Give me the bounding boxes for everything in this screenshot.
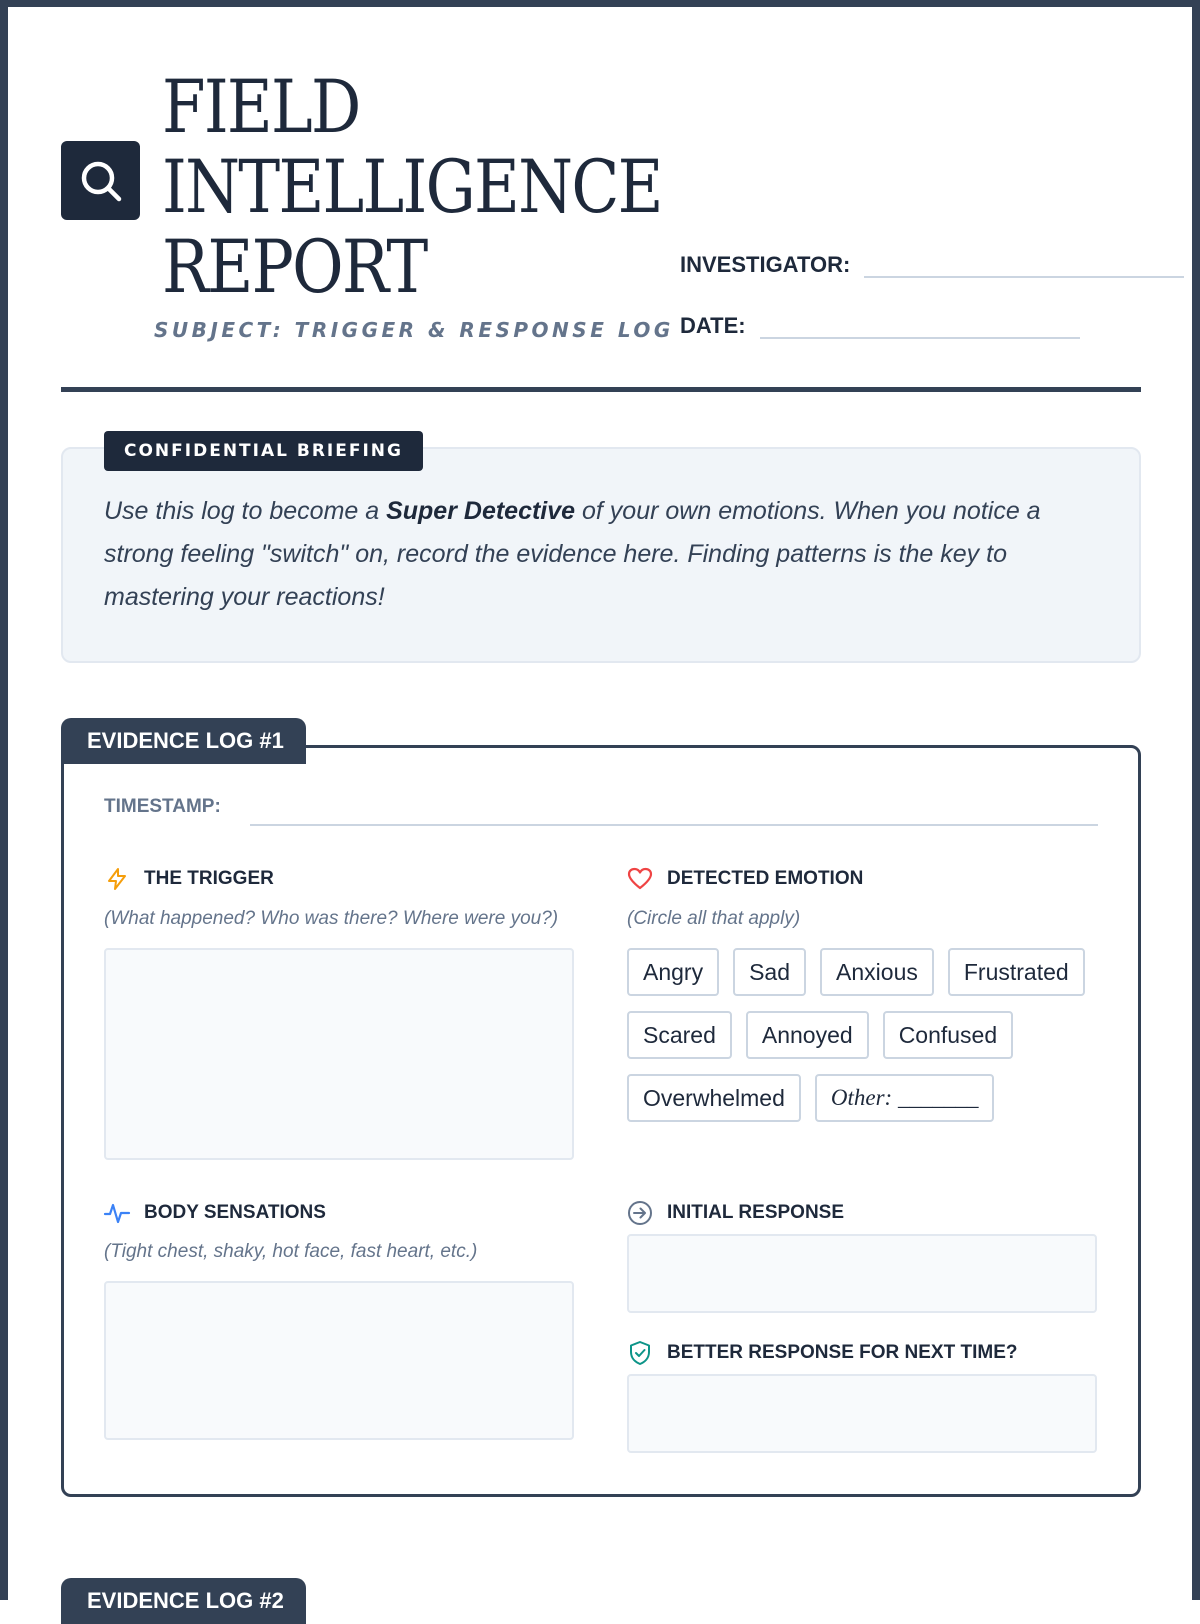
body-input[interactable] <box>104 1281 574 1440</box>
arrow-circle-icon <box>627 1200 653 1226</box>
emotion-chip[interactable]: Confused <box>883 1011 1013 1059</box>
page-frame-right <box>1192 0 1200 1600</box>
date-row <box>680 313 1080 339</box>
emotion-chips-row-2 <box>627 1011 1013 1059</box>
emotion-title: DETECTED EMOTION <box>667 868 864 889</box>
investigator-row <box>680 252 1184 278</box>
timestamp-field[interactable] <box>250 824 1098 826</box>
date-field[interactable] <box>760 337 1080 339</box>
page-subtitle: SUBJECT: TRIGGER & RESPONSE LOG <box>154 318 674 342</box>
body-heading <box>104 1200 326 1226</box>
initial-heading <box>627 1200 844 1226</box>
body-hint: (Tight chest, shaky, hot face, fast heart, etc.) <box>104 1241 478 1262</box>
better-heading <box>627 1340 1017 1366</box>
emotion-chip[interactable]: Overwhelmed <box>627 1074 801 1122</box>
evidence-log-2-tab: EVIDENCE LOG #2 <box>61 1578 306 1624</box>
trigger-hint: (What happened? Who was there? Where were you?) <box>104 908 559 929</box>
emotion-chip[interactable]: Scared <box>627 1011 732 1059</box>
page-frame-top <box>0 0 1200 7</box>
magnifier-logo <box>61 141 140 220</box>
pulse-icon <box>104 1200 130 1226</box>
trigger-title: THE TRIGGER <box>144 868 274 889</box>
search-icon <box>78 158 124 204</box>
investigator-label: INVESTIGATOR: <box>680 252 851 277</box>
timestamp-label: TIMESTAMP: <box>104 796 221 817</box>
better-input[interactable] <box>627 1374 1097 1453</box>
emotion-chip-other[interactable]: Other: _______ <box>815 1074 995 1122</box>
emotion-chips-row-1 <box>627 948 1085 996</box>
trigger-input[interactable] <box>104 948 574 1160</box>
shield-check-icon <box>627 1340 653 1366</box>
investigator-field[interactable] <box>864 276 1184 278</box>
emotion-chip[interactable]: Sad <box>733 948 806 996</box>
briefing-tag: CONFIDENTIAL BRIEFING <box>104 431 423 471</box>
title-line-1: FIELD <box>162 65 360 150</box>
title-line-2: INTELLIGENCE <box>162 145 662 230</box>
header-divider <box>61 387 1141 392</box>
trigger-heading <box>104 866 274 892</box>
lightning-icon <box>104 866 130 892</box>
better-title: BETTER RESPONSE FOR NEXT TIME? <box>667 1342 1018 1363</box>
page-frame-left <box>0 0 8 1600</box>
briefing-text-start: Use this log to become a <box>104 497 387 525</box>
evidence-log-1-tab: EVIDENCE LOG #1 <box>61 718 306 764</box>
emotion-chip[interactable]: Angry <box>627 948 719 996</box>
heart-icon <box>627 866 653 892</box>
page-title <box>162 65 662 310</box>
emotion-chip[interactable]: Annoyed <box>746 1011 869 1059</box>
emotion-chips-row-3 <box>627 1074 994 1122</box>
title-line-3: REPORT <box>162 225 427 310</box>
emotion-hint: (Circle all that apply) <box>627 908 801 929</box>
emotion-chip[interactable]: Anxious <box>820 948 934 996</box>
briefing-text-end: of your own emotions. When you notice a strong feeling "switch" on, record the evidence here. Finding patterns is the key to mastering your reactions! <box>104 497 1041 611</box>
initial-title: INITIAL RESPONSE <box>667 1202 845 1223</box>
body-title: BODY SENSATIONS <box>144 1202 326 1223</box>
date-label: DATE: <box>680 313 746 338</box>
emotion-chip[interactable]: Frustrated <box>948 948 1085 996</box>
briefing-text <box>104 490 1104 619</box>
briefing-text-bold: Super Detective <box>386 497 576 525</box>
emotion-heading <box>627 866 863 892</box>
initial-input[interactable] <box>627 1234 1097 1313</box>
